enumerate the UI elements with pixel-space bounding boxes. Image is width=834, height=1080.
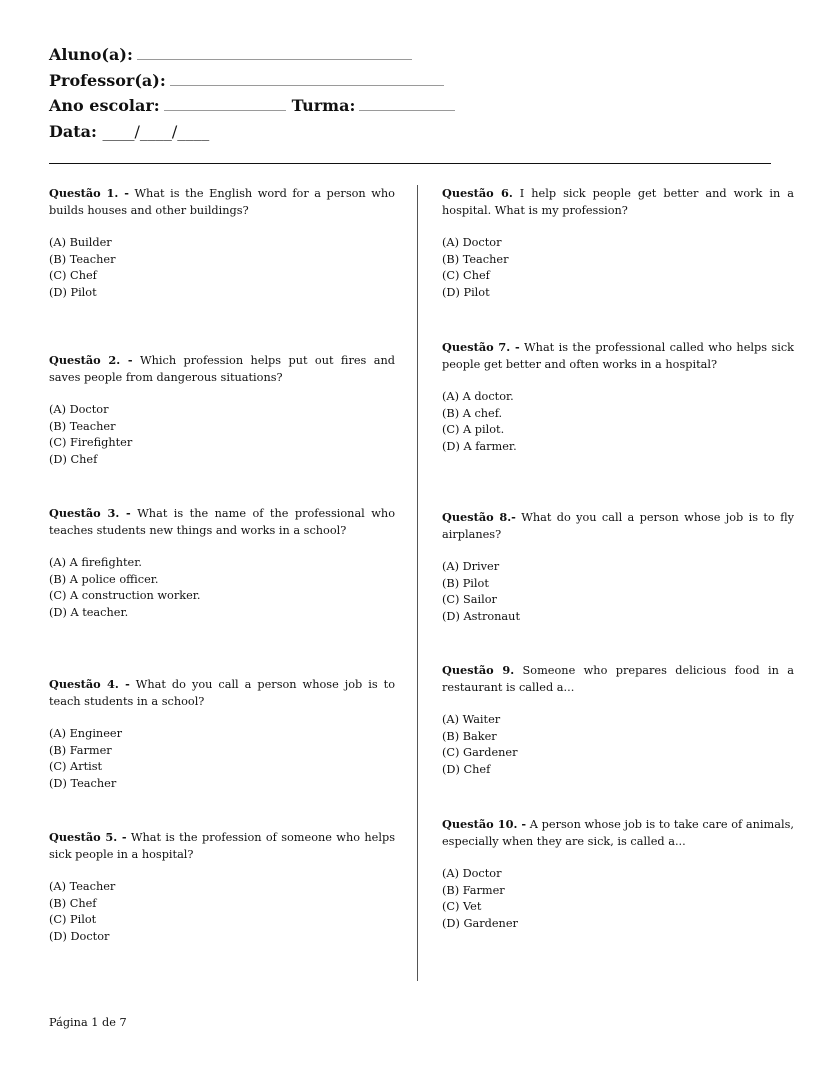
professor-label: Professor(a): <box>49 70 166 90</box>
question-text: A person whose job is to take care of animals, especially when they are sick, is called a... <box>442 818 794 848</box>
option-a: (A) Doctor <box>49 403 109 416</box>
question-number: Questão 6. <box>442 186 513 200</box>
option-a: (A) Waiter <box>442 713 501 726</box>
question-number: Questão 2. - <box>49 353 133 367</box>
question-text: What is the professional called who helps sick people get better and often works in a hospital? <box>442 341 795 371</box>
question-text: What do you call a person whose job is to fly airplanes? <box>442 511 794 541</box>
ano-turma-row <box>49 93 449 119</box>
question-5 <box>49 829 395 945</box>
question-text: What is the name of the professional who teaches students new things and works in a school? <box>49 507 395 537</box>
question-number: Questão 3. - <box>49 506 131 520</box>
question-stem <box>442 339 794 373</box>
option-c: (C) Artist <box>49 760 103 773</box>
question-text: Which profession helps put out fires and saves people from dangerous situations? <box>49 354 395 384</box>
turma-blank-line <box>359 95 455 111</box>
student-info-header <box>49 42 449 144</box>
question-stem <box>442 509 794 543</box>
option-d: (D) A farmer. <box>442 439 517 453</box>
date-blank: ____/____/____ <box>102 121 210 141</box>
option-d: (D) Pilot <box>442 285 490 299</box>
aluno-blank-line <box>137 44 412 60</box>
question-4 <box>49 676 395 792</box>
question-number: Questão 1. - <box>49 186 129 200</box>
turma-label: Turma: <box>291 96 356 116</box>
data-label: Data: <box>49 121 97 141</box>
option-d: (D) Astronaut <box>442 609 520 623</box>
option-a: (A) Builder <box>49 236 112 249</box>
question-text: Someone who prepares delicious food in a restaurant is called a... <box>442 664 794 694</box>
question-6 <box>442 185 794 301</box>
question-text: What is the English word for a person who builds houses and other buildings? <box>49 187 395 217</box>
option-a: (A) Engineer <box>49 727 122 740</box>
question-10 <box>442 816 794 932</box>
question-2 <box>49 352 395 468</box>
question-text: What do you call a person whose job is to teach students in a school? <box>49 678 396 708</box>
option-c: (C) Gardener <box>442 746 518 759</box>
option-d: (D) Gardener <box>442 916 518 930</box>
option-c: (C) Chef <box>49 269 97 282</box>
question-stem <box>49 829 395 863</box>
question-1 <box>49 185 395 301</box>
question-number: Questão 9. <box>442 663 515 677</box>
option-a: (A) Driver <box>442 560 500 573</box>
option-a: (A) A doctor. <box>442 390 514 403</box>
option-c: (C) Firefighter <box>49 436 133 449</box>
option-b: (B) A police officer. <box>49 572 159 586</box>
option-c: (C) Vet <box>442 900 482 913</box>
option-b: (B) Teacher <box>49 252 116 266</box>
option-b: (B) A chef. <box>442 406 503 420</box>
aluno-label: Aluno(a): <box>49 45 133 64</box>
option-d: (D) Pilot <box>49 285 97 299</box>
option-a: (A) Doctor <box>442 867 502 880</box>
option-d: (D) A teacher. <box>49 605 129 619</box>
option-b: (B) Pilot <box>442 576 489 590</box>
question-3 <box>49 505 395 621</box>
question-stem <box>442 816 794 850</box>
question-text: What is the profession of someone who helps sick people in a hospital? <box>49 831 395 861</box>
option-b: (B) Baker <box>442 729 497 743</box>
option-c: (C) Chef <box>442 269 490 282</box>
column-divider <box>417 185 418 981</box>
option-b: (B) Teacher <box>442 252 509 266</box>
option-c: (C) Sailor <box>442 593 497 606</box>
option-b: (B) Chef <box>49 896 97 910</box>
option-b: (B) Farmer <box>442 883 505 897</box>
data-row <box>49 119 449 145</box>
option-c: (C) Pilot <box>49 913 97 926</box>
question-8 <box>442 509 794 625</box>
option-a: (A) A firefighter. <box>49 556 142 569</box>
question-text: I help sick people get better and work in a hospital. What is my profession? <box>442 187 794 217</box>
ano-label: Ano escolar: <box>49 96 160 116</box>
question-7 <box>442 339 794 455</box>
question-number: Questão 10. - <box>442 817 527 831</box>
aluno-row <box>49 42 449 68</box>
option-d: (D) Chef <box>49 452 98 466</box>
question-stem <box>49 352 395 386</box>
question-number: Questão 7. - <box>442 340 520 354</box>
professor-row <box>49 68 449 94</box>
option-c: (C) A pilot. <box>442 423 505 436</box>
question-stem <box>49 505 395 539</box>
professor-blank-line <box>170 70 444 86</box>
question-number: Questão 8.- <box>442 510 516 524</box>
option-d: (D) Teacher <box>49 776 117 790</box>
option-d: (D) Doctor <box>49 929 110 943</box>
option-b: (B) Farmer <box>49 743 112 757</box>
question-stem <box>442 185 794 219</box>
question-9 <box>442 662 794 778</box>
header-divider <box>49 163 771 164</box>
option-b: (B) Teacher <box>49 419 116 433</box>
question-stem <box>49 676 395 710</box>
question-stem <box>442 662 794 696</box>
option-d: (D) Chef <box>442 762 491 776</box>
question-stem <box>49 185 395 219</box>
question-number: Questão 4. - <box>49 677 130 691</box>
question-number: Questão 5. - <box>49 830 127 844</box>
option-a: (A) Teacher <box>49 880 116 893</box>
ano-blank-line <box>164 95 286 111</box>
option-c: (C) A construction worker. <box>49 589 201 602</box>
option-a: (A) Doctor <box>442 236 502 249</box>
page-number: Página 1 de 7 <box>49 1016 127 1029</box>
